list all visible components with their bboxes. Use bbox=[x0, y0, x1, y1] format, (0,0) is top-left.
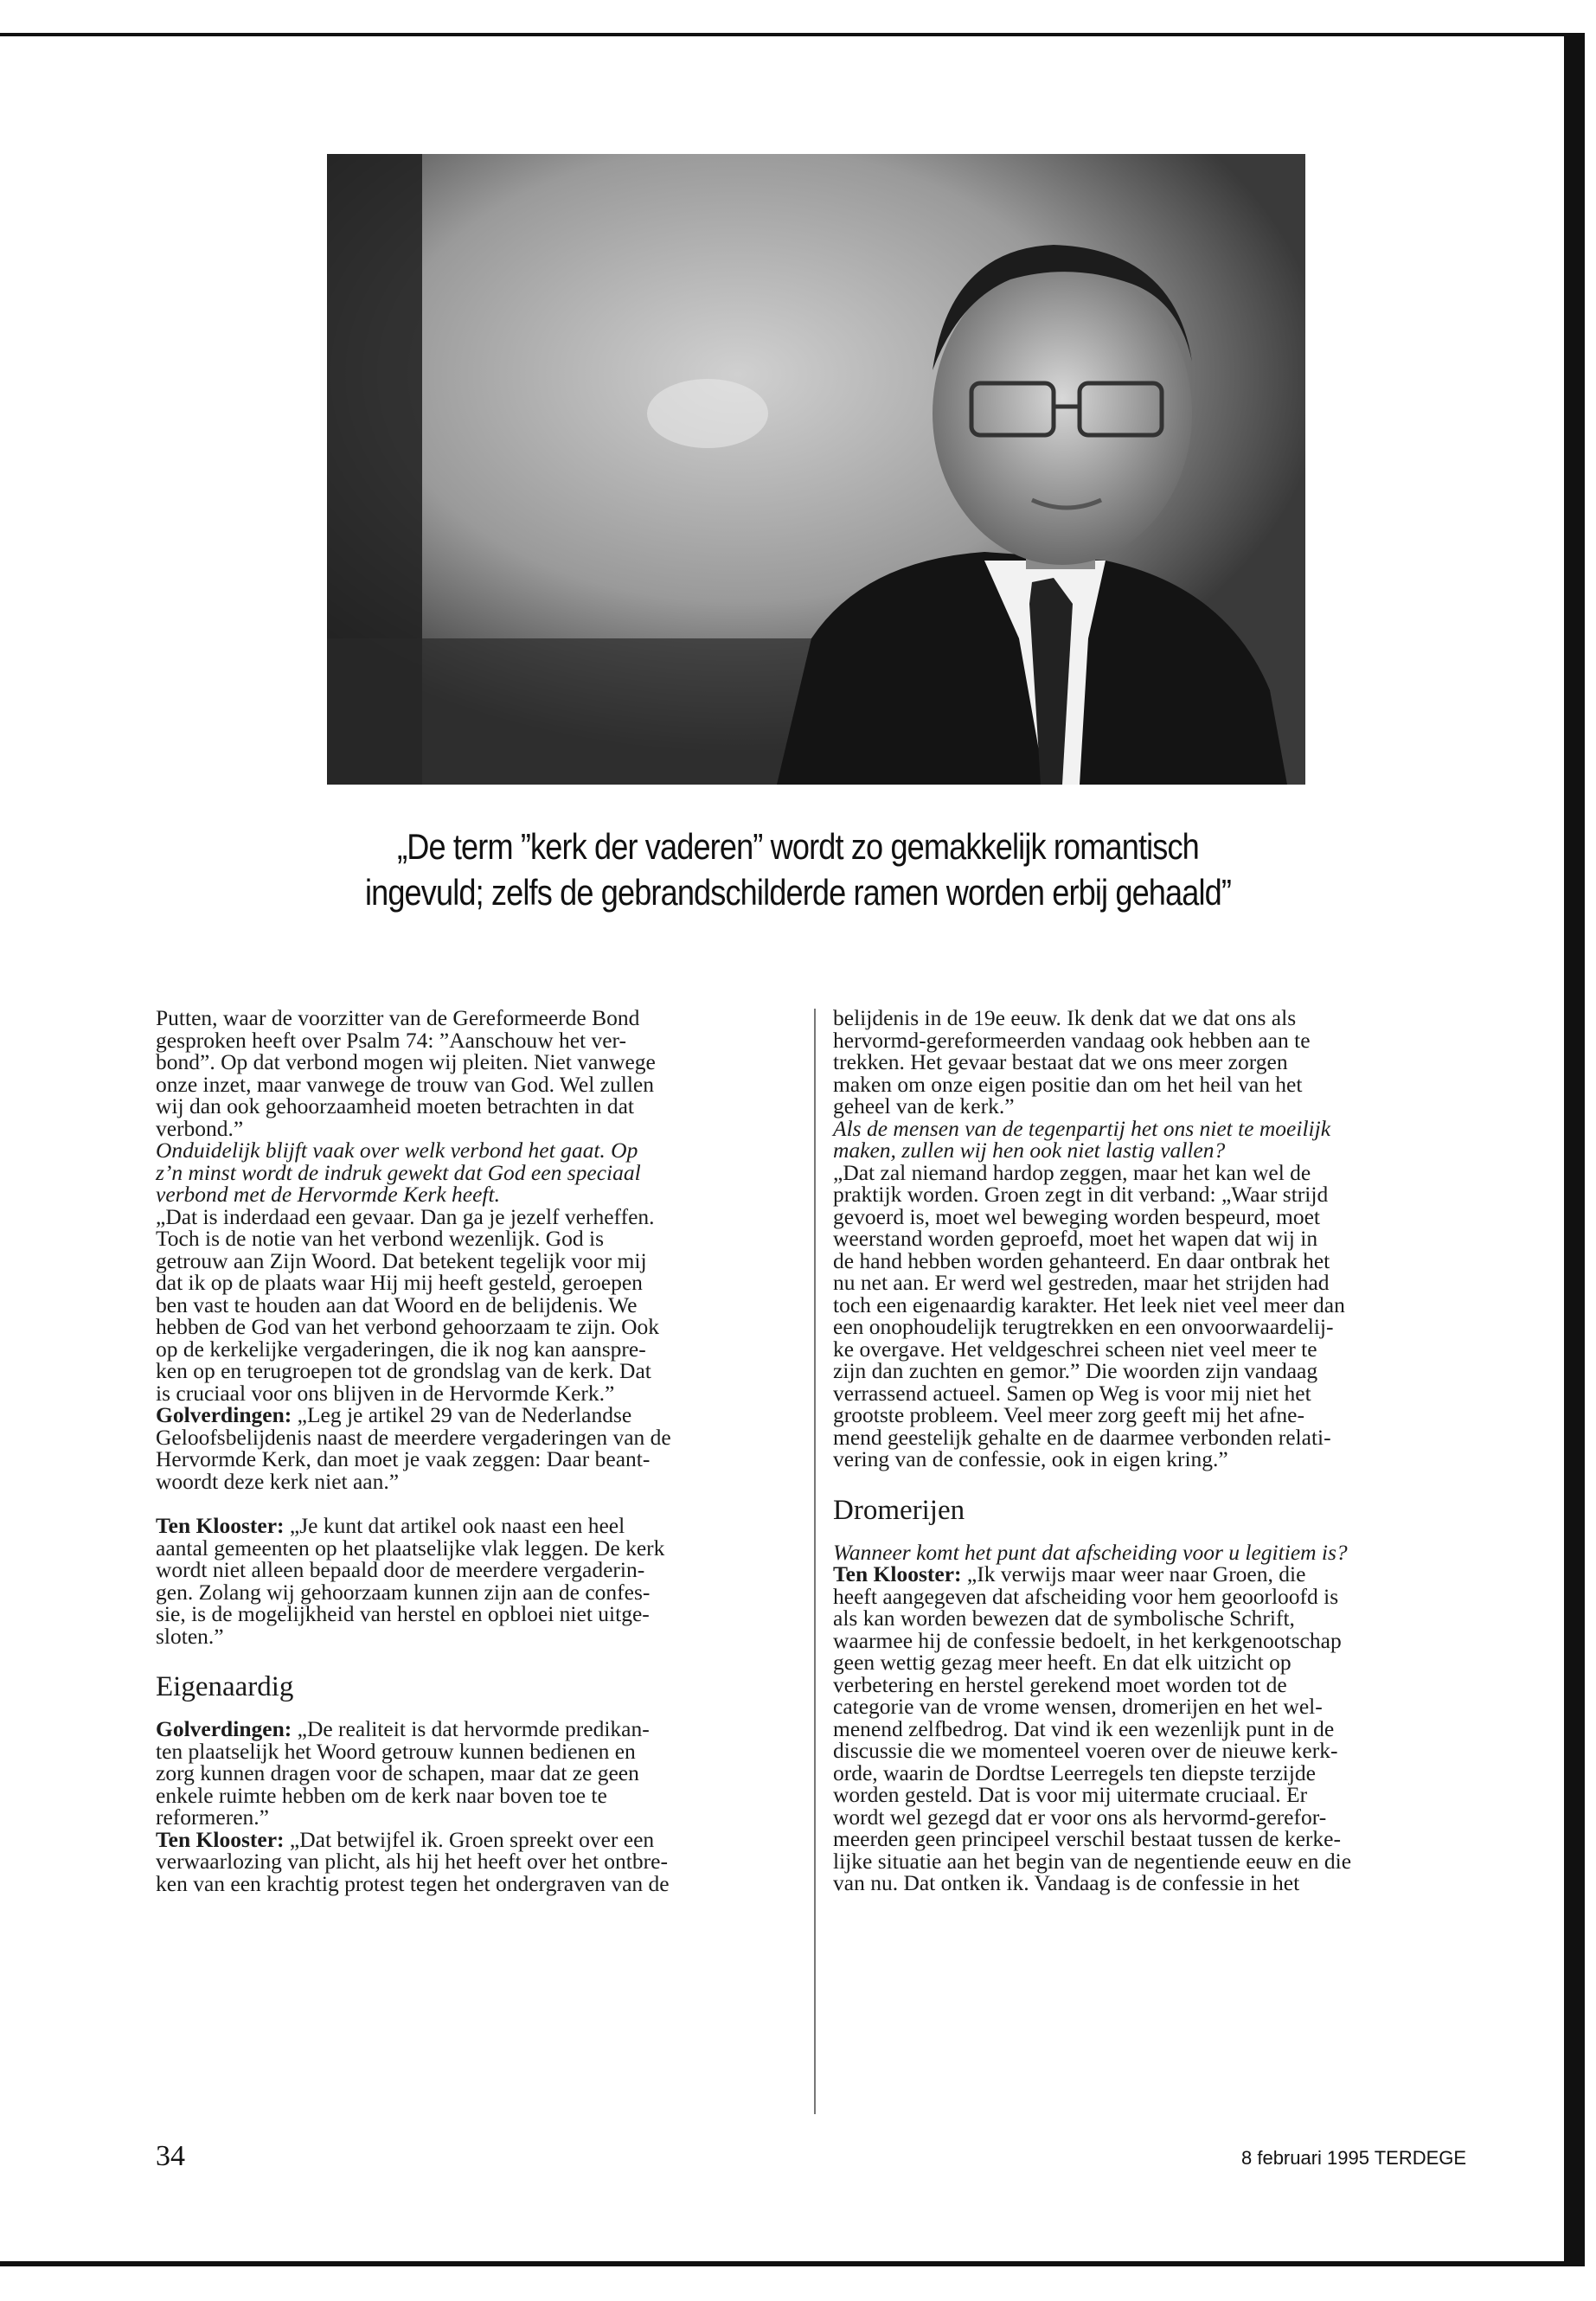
paragraph-gap bbox=[156, 1492, 783, 1515]
page-number: 34 bbox=[156, 2140, 185, 2172]
interview-question-line: Als de mensen van de tegenpartij het ons niet te moeilijk bbox=[833, 1115, 1331, 1141]
speaker-name: Ten Klooster: bbox=[156, 1826, 285, 1852]
text-line: getrouw aan Zijn Woord. Dat betekent tegelijk voor mij bbox=[156, 1247, 647, 1273]
text-line: „Dat is inderdaad een gevaar. Dan ga je jezelf verheffen. bbox=[156, 1203, 655, 1229]
text-line: trekken. Het gevaar bestaat dat we ons meer zorgen bbox=[833, 1049, 1288, 1074]
text-line: verbetering en herstel gerekend moet worden tot de bbox=[833, 1671, 1287, 1697]
text-line: „Dat zal niemand hardop zeggen, maar het kan wel de bbox=[833, 1159, 1311, 1185]
text-line: toch een eigenaardig karakter. Het leek niet veel meer dan bbox=[833, 1292, 1345, 1317]
text-line: als kan worden bewezen dat de symbolische Schrift, bbox=[833, 1606, 1295, 1631]
text-line: gen. Zolang wij gehoorzaam kunnen zijn aan de confes- bbox=[156, 1579, 651, 1605]
text-line: zijn dan zuchten en gemor.” Die woorden zijn vandaag bbox=[833, 1358, 1318, 1383]
interview-question-line: Wanneer komt het punt dat afscheiding voor u legitiem is? bbox=[833, 1539, 1348, 1565]
speaker-name: Ten Klooster: bbox=[833, 1561, 962, 1586]
paragraph-gap bbox=[833, 1471, 1473, 1493]
text-line: ken van een krachtig protest tegen het ondergraven van de bbox=[156, 1870, 670, 1896]
text-line: wordt niet alleen bepaald door de meerdere vergaderin- bbox=[156, 1557, 645, 1582]
text-line: grootste probleem. Veel meer zorg geeft mij het afne- bbox=[833, 1402, 1304, 1427]
speaker-text: „Dat betwijfel ik. Groen spreekt over een bbox=[284, 1826, 655, 1852]
text-line: is cruciaal voor ons blijven in de Hervormde Kerk.” bbox=[156, 1380, 615, 1406]
text-line: meerden geen principeel verschil bestaat tussen de kerke- bbox=[833, 1826, 1341, 1851]
text-line: maken om onze eigen positie dan om het heil van het bbox=[833, 1071, 1303, 1097]
text-line: Toch is de notie van het verbond wezenlijk. God is bbox=[156, 1226, 605, 1251]
text-line: hervormd-gereformeerden vandaag ook hebben aan te bbox=[833, 1027, 1311, 1053]
text-line: enkele ruimte hebben om de kerk naar boven toe te bbox=[156, 1782, 607, 1808]
text-line: weerstand worden geproefd, moet het wapen dat wij in bbox=[833, 1226, 1318, 1251]
section-heading-dromerijen: Dromerijen bbox=[833, 1494, 965, 1526]
right-edge-bar bbox=[1564, 33, 1585, 2266]
speaker-text: „De realiteit is dat hervormde predikan- bbox=[292, 1716, 650, 1741]
text-line: verbond.” bbox=[156, 1115, 244, 1141]
interview-question-line: z’n minst wordt de indruk gewekt dat God een speciaal bbox=[156, 1159, 641, 1185]
pull-quote bbox=[335, 824, 1261, 915]
bottom-rule bbox=[0, 2261, 1585, 2266]
text-line: woordt deze kerk niet aan.” bbox=[156, 1468, 400, 1494]
text-line bbox=[156, 1826, 783, 1852]
interview-question-line: Onduidelijk blijft vaak over welk verbond het gaat. Op bbox=[156, 1138, 638, 1163]
text-line bbox=[156, 1515, 783, 1537]
text-line: vering van de confessie, ook in eigen kring.” bbox=[833, 1446, 1228, 1471]
text-line: categorie van de vrome wensen, dromerijen en het wel- bbox=[833, 1694, 1323, 1719]
text-line: bond”. Op dat verbond mogen wij pleiten. Niet vanwege bbox=[156, 1049, 656, 1074]
text-line: gevoerd is, moet wel beweging worden bespeurd, moet bbox=[833, 1203, 1320, 1229]
text-line: menend zelfbedrog. Dat vind ik een wezenlijk punt in de bbox=[833, 1715, 1335, 1741]
text-line: waarmee hij de confessie bedoelt, in het kerkgenootschap bbox=[833, 1627, 1342, 1653]
text-line: worden gesteld. Dat is voor mij uitermate cruciaal. Er bbox=[833, 1782, 1308, 1807]
text-line: belijdenis in de 19e eeuw. Ik denk dat we dat ons als bbox=[833, 1005, 1297, 1030]
text-line: Geloofsbelijdenis naast de meerdere vergaderingen van de bbox=[156, 1424, 671, 1450]
text-line: ben vast te houden aan dat Woord en de belijdenis. We bbox=[156, 1292, 638, 1317]
text-line: heeft aangegeven dat afscheiding voor hem geoorloofd is bbox=[833, 1583, 1339, 1609]
issue-date-footer: 8 februari 1995 TERDEGE bbox=[1241, 2147, 1467, 2169]
speaker-text: „Ik verwijs maar weer naar Groen, die bbox=[961, 1561, 1306, 1586]
text-line: Putten, waar de voorzitter van de Gereformeerde Bond bbox=[156, 1005, 640, 1030]
text-line: zorg kunnen dragen voor de schapen, maar dat ze geen bbox=[156, 1760, 639, 1785]
text-line: een onophoudelijk terugtrekken en een onvoorwaardelij- bbox=[833, 1314, 1334, 1339]
text-line: reformeren.” bbox=[156, 1804, 269, 1830]
speaker-text: „Je kunt dat artikel ook naast een heel bbox=[284, 1513, 625, 1538]
text-line: van nu. Dat ontken ik. Vandaag is de confessie in het bbox=[833, 1870, 1300, 1895]
text-line: mend geestelijk gehalte en de daarmee verbonden relati- bbox=[833, 1424, 1331, 1450]
text-line bbox=[833, 1563, 1473, 1586]
text-line: lijke situatie aan het begin van de negentiende eeuw en die bbox=[833, 1848, 1352, 1874]
top-rule bbox=[0, 33, 1583, 36]
pull-quote-line-2: ingevuld; zelfs de gebrandschilderde ramen worden erbij gehaald” bbox=[364, 872, 1232, 913]
text-line: Hervormde Kerk, dan moet je vaak zeggen: Daar beant- bbox=[156, 1446, 651, 1471]
text-line: onze inzet, maar vanwege de trouw van God. Wel zullen bbox=[156, 1071, 654, 1097]
text-line: ke overgave. Het veldgeschrei scheen niet veel meer te bbox=[833, 1336, 1317, 1362]
text-line: sie, is de mogelijkheid van herstel en opbloei niet uitge- bbox=[156, 1601, 650, 1626]
text-line: wordt wel gezegd dat er voor ons als hervormd-gerefor- bbox=[833, 1804, 1327, 1830]
paragraph-gap bbox=[156, 1647, 783, 1670]
left-column bbox=[156, 1007, 783, 1894]
text-line: aantal gemeenten op het plaatselijke vlak leggen. De kerk bbox=[156, 1535, 665, 1561]
section-heading-eigenaardig: Eigenaardig bbox=[156, 1671, 294, 1702]
text-line: ten plaatselijk het Woord getrouw kunnen bedienen en bbox=[156, 1738, 636, 1764]
text-line: gesproken heeft over Psalm 74: ”Aanschouw het ver- bbox=[156, 1027, 627, 1053]
speaker-text: „Leg je artikel 29 van de Nederlandse bbox=[292, 1402, 632, 1427]
text-line: nu net aan. Er werd wel gestreden, maar het strijden had bbox=[833, 1270, 1330, 1295]
text-line: geen wettig gezag meer heeft. En dat elk uitzicht op bbox=[833, 1650, 1292, 1675]
text-line: verrassend actueel. Samen op Weg is voor mij niet het bbox=[833, 1380, 1311, 1406]
speaker-name: Golverdingen: bbox=[156, 1716, 292, 1741]
text-line: verwaarlozing van plicht, als hij het heeft over het ontbre- bbox=[156, 1849, 668, 1874]
portrait-illustration bbox=[327, 154, 1305, 785]
interview-question-line: verbond met de Hervormde Kerk heeft. bbox=[156, 1182, 500, 1207]
text-line: dat ik op de plaats waar Hij mij heeft gesteld, geroepen bbox=[156, 1270, 643, 1295]
text-line: de hand hebben worden gehanteerd. En daar ontbrak het bbox=[833, 1247, 1330, 1273]
text-line bbox=[156, 1718, 783, 1740]
text-line: op de kerkelijke vergaderingen, die ik nog kan aanspre- bbox=[156, 1336, 646, 1362]
text-line: geheel van de kerk.” bbox=[833, 1093, 1015, 1118]
text-line: ken op en terugroepen tot de grondslag van de kerk. Dat bbox=[156, 1358, 651, 1383]
right-column bbox=[833, 1007, 1473, 1894]
text-line: hebben de God van het verbond gehoorzaam te zijn. Ook bbox=[156, 1314, 660, 1339]
interview-question-line: maken, zullen wij hen ook niet lastig vallen? bbox=[833, 1138, 1226, 1163]
column-divider bbox=[814, 1009, 816, 2114]
text-line: sloten.” bbox=[156, 1623, 224, 1649]
text-line bbox=[156, 1404, 783, 1426]
text-line: praktijk worden. Groen zegt in dit verband: „Waar strijd bbox=[833, 1182, 1329, 1207]
portrait-photo bbox=[327, 154, 1305, 785]
text-line: wij dan ook gehoorzaamheid moeten betrachten in dat bbox=[156, 1093, 635, 1118]
pull-quote-line-1: „De term ”kerk der vaderen” wordt zo gemakkelijk romantisch bbox=[397, 826, 1199, 867]
text-line: discussie die we momenteel voeren over de nieuwe kerk- bbox=[833, 1738, 1338, 1763]
speaker-name: Golverdingen: bbox=[156, 1402, 292, 1427]
text-line: orde, waarin de Dordtse Leerregels ten diepste terzijde bbox=[833, 1759, 1316, 1785]
speaker-name: Ten Klooster: bbox=[156, 1513, 285, 1538]
